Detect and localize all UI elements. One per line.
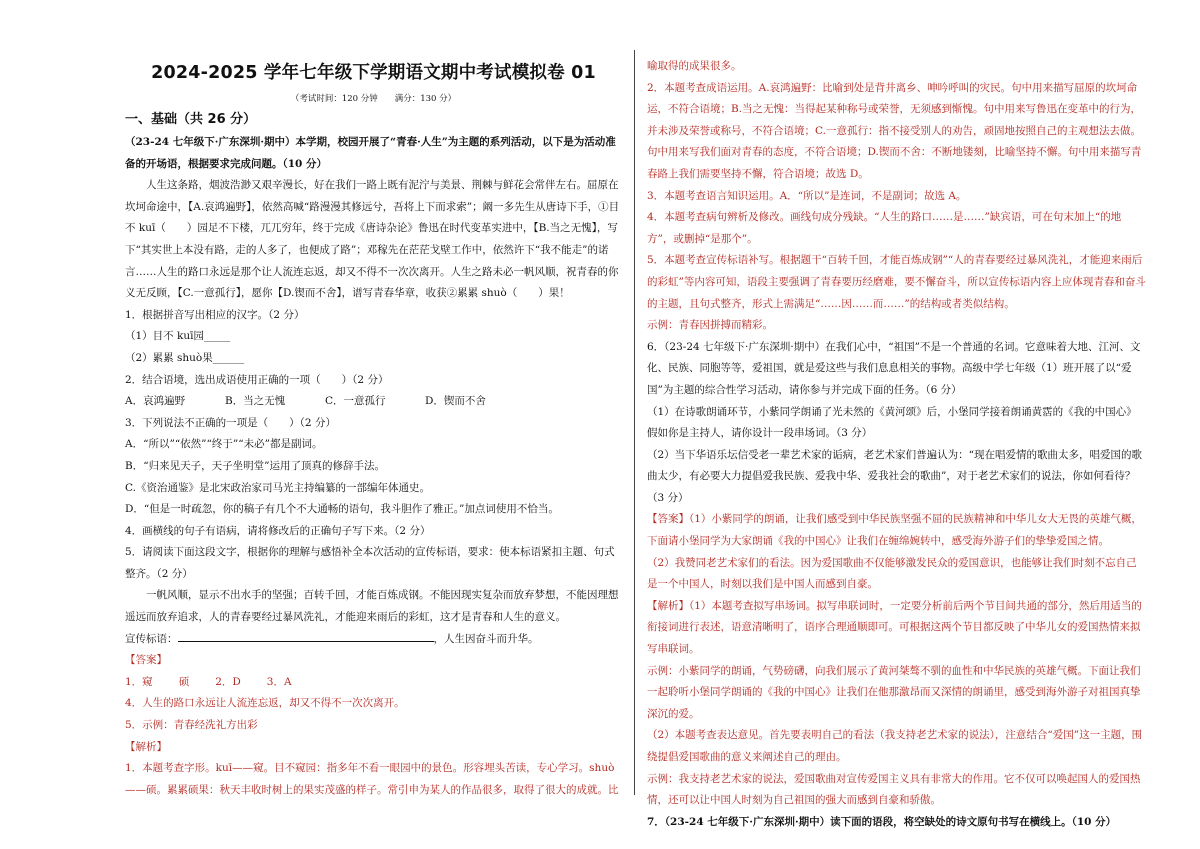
slogan-suffix: ，人生因奋斗而升华。: [433, 632, 539, 645]
analysis-6-1-example: 示例：小紫同学的朗诵，气势磅礴，向我们展示了黄河桀骜不驯的血性和中华民族的英雄气概。下面让我们一起聆听小堡同学朗诵的《我的中国心》让我们在他那激昂而又深情的朗诵里，感受到海外游子对祖国真挚深沉的爱。: [647, 664, 1141, 720]
section-heading: 一、基础（共 26 分）: [125, 112, 257, 127]
question-3c: C.《资治通鉴》是北宋政治家司马光主持编纂的一部编年体通史。: [125, 481, 430, 494]
answer-4: 4．人生的路口永远让人流连忘返，却又不得不一次次离开。: [125, 697, 405, 710]
question-1: 1．根据拼音写出相应的汉字。（2 分）: [125, 308, 305, 321]
answer-2: 2．D: [215, 675, 241, 688]
analysis-label: 【解析】: [125, 740, 167, 753]
question-3b: B．“归来见天子，天子坐明堂”运用了顶真的修辞手法。: [125, 459, 385, 472]
option-b: B．当之无愧: [225, 395, 286, 408]
question-3a: A．“所以”“依然”“终于”“未必”都是副词。: [125, 438, 323, 451]
column-divider: [634, 50, 635, 795]
right-column: [647, 56, 1147, 833]
analysis-5: 5．本题考查宣传标语补写。根据题干“百转千回，才能百炼成钢”“人的青春要经过暴风洗礼，才能迎来雨后的彩虹”等内容可知，语段主要强调了青春要历经磨难，要不懈奋斗，所以宣传标语内容上应体现青春和奋斗的主题，且句式整齐，形式上需满足“……因……而……”的结构或者类似结构。: [647, 254, 1146, 310]
question-7: 7．（23-24 七年级下·广东深圳·期中）读下面的语段，将空缺处的诗文原句书写在横线上。（10 分）: [647, 815, 1117, 828]
analysis-3: 3．本题考查语言知识运用。A．“所以”是连词，不是副词；故选 A。: [647, 189, 967, 202]
question-intro: （23-24 七年级下·广东深圳·期中）本学期，校园开展了“青春·人生”为主题的系列活动，以下是为活动准备的开场语，根据要求完成问题。（10 分）: [125, 136, 616, 170]
analysis-1-cont: 喻取得的成果很多。: [647, 60, 742, 72]
answer-1a: 1．窥: [125, 675, 153, 688]
analysis-6-1: 【解析】（1）本题考查拟写串场词。拟写串联词时，一定要分析前后两个节目间共通的部分，然后用适当的衔接词进行表述，语意清晰明了，语序合理通顺即可。可根据这两个节目都反映了中华儿女的爱国热情来拟写串联词。: [647, 599, 1142, 656]
option-d: D．锲而不舍: [425, 395, 486, 408]
question-3: 3．下列说法不正确的一项是（ ）（2 分）: [125, 416, 336, 429]
answer-6-1: 【答案】（1）小紫同学的朗诵，让我们感受到中华民族坚强不屈的民族精神和中华儿女大无畏的英雄气概，下面请小堡同学为大家朗诵《我的中国心》让我们在缠绵婉转中，感受海外游子们的挚挚爱国之情。: [647, 513, 1142, 548]
question-5: 5．请阅读下面这段文字，根据你的理解与感悟补全本次活动的宣传标语，要求：使本标语紧扣主题、句式整齐。（2 分）: [125, 546, 615, 580]
analysis-5-example: 示例：青春因拼搏而精彩。: [647, 319, 773, 332]
analysis-1: 1．本题考查字形。kuī——窥。目不窥园：指多年不看一眼园中的景色。形容埋头苦读，专心学习。shuò——硕。累累硕果：秋天丰收时树上的果实茂盛的样子。常引申为某人的作品很多，取得了很大的成就。比: [125, 762, 619, 796]
question-6-2: （2）当下华语乐坛信受老一辈艺术家的诟病，老艺术家们普遍认为：“现在唱爱情的歌曲太多，唱爱国的歌曲太少，有必要大力提倡爱我民族、爱我中华、爱我社会的歌曲”，对于老艺术家们的说法，你如何看待？（3 分）: [647, 448, 1143, 504]
answer-label: 【答案】: [125, 654, 167, 667]
answer-line: [125, 672, 622, 694]
analysis-6-2: （2）本题考查表达意见。首先要表明自己的看法（我支持老艺术家的说法），注意结合“爱国”这一主题，围绕提倡爱国歌曲的意义来阐述自己的理由。: [647, 729, 1143, 763]
question-6: 6．（23-24 七年级下·广东深圳·期中）在我们心中，“祖国”不是一个普通的名词。它意味着大地、江河、文化、民族、同胞等等，爱祖国，就是爱这些与我们息息相关的事物。高级中学七年级（1）班开展了以“爱国”为主题的综合性学习活动，请你参与并完成下面的任务。（6 分）: [647, 340, 1141, 396]
analysis-6-2-example: 示例：我支持老艺术家的说法，爱国歌曲对宣传爱国主义具有非常大的作用。它不仅可以唤起国人的爱国热情，还可以让中国人时刻为自己祖国的强大而感到自豪和骄傲。: [647, 772, 1141, 807]
question-6-1: （1）在诗歌朗诵环节，小紫同学朗诵了光未然的《黄河颂》后，小堡同学接着朗诵黄霑的《我的中国心》假如你是主持人，请你设计一段串场词。（3 分）: [647, 405, 1137, 440]
question-4: 4．画横线的句子有语病，请将修改后的正确句子写下来。（2 分）: [125, 524, 431, 537]
analysis-4: 4．本题考查病句辨析及修改。画线句成分残缺。“人生的路口……是……”缺宾语，可在句末加上“的地方”，或删掉“是那个”。: [647, 211, 1122, 245]
option-c: C．一意孤行: [325, 395, 386, 408]
question-2: 2．结合语境，选出成语使用正确的一项（ ）（2 分）: [125, 373, 389, 386]
reading-passage: 人生这条路，烟波浩渺又艰辛漫长，好在我们一路上既有泥泞与美景、荆棘与鲜花会常伴左右。屈原在坎坷命途中，【A.哀鸿遍野】，依然高喊“路漫漫其修远兮，吾将上下而求索”；阚一多先生从唐诗下手，①目不 kuī（ ）园足不下楼，兀兀穷年，终于完成《唐诗杂论》鲁迅在时代变革实进中，【B.当之无愧】，写下“其实世上本没有路，走的人多了，也便成了路”；邓稼先在茫茫戈壁工作中，依然许下“我不能走”的诺言……人生的路口永远是那个让人流连忘返，却又不得不一次次离开。人生之路未必一帆风顺，祝青春的你义无反顾，【C.一意孤行】，愿你【D.锲而不舍】，谱写青春华章，收获②累累 shuò（ ）果！: [125, 179, 620, 300]
slogan-line: [125, 629, 622, 651]
left-column: [125, 50, 622, 801]
answer-6-2: （2）我赞同老艺术家们的看法。因为爱国歌曲不仅能够激发民众的爱国意识，也能够让我们时刻不忘自己是一个中国人，时刻以我们是中国人而感到自豪。: [647, 556, 1137, 591]
exam-info: （考试时间：120 分钟 满分：130 分）: [290, 94, 457, 104]
analysis-2: 2．本题考查成语运用。A.哀鸿遍野：比喻到处是背井离乡、呻吟呼叫的灾民。句中用来描写屈原的坎坷命运，不符合语境；B.当之无愧：当得起某种称号或荣誉，无须感到惭愧。句中用来写鲁迅在变革中的行为，并未涉及荣誉或称号，不符合语境；C.一意孤行：指不接受别人的劝告，顽固地按照自己的主观想法去做。句中用来写我们面对青春的态度，不符合语境；D.锲而不舍：不断地镂刻，比喻坚持不懈。句中用来描写青春路上我们需要坚持不懈，符合语境；故选 D。: [647, 81, 1142, 180]
question-3d: D．“但是一时疏忽，你的稿子有几个不大通畅的语句，我斗胆作了雅正。”加点词使用不恰当。: [125, 503, 559, 516]
answer-5: 5．示例：青春经洗礼方出彩: [125, 719, 258, 732]
slogan-prefix: 宣传标语：: [125, 632, 178, 645]
question-1a: （1）目不 kuī园_____: [125, 330, 231, 343]
answer-3: 3．A: [266, 675, 292, 688]
question-5-passage: 一帆风顺，显示不出水手的坚强；百转千回，才能百炼成钢。不能因现实复杂而放弃梦想，不能因理想遥远而放弃追求，人的青春要经过暴风洗礼，才能迎来雨后的彩虹，这才是青春和人生的意义。: [125, 589, 619, 624]
question-2-options: [125, 391, 622, 413]
option-a: A．哀鸿遍野: [125, 395, 186, 408]
page-title: 2024-2025 学年七年级下学期语文期中考试模拟卷 01: [151, 63, 596, 83]
answer-1b: 硕: [178, 675, 190, 688]
slogan-blank: [178, 629, 434, 642]
question-1b: （2）累累 shuò果______: [125, 351, 245, 364]
